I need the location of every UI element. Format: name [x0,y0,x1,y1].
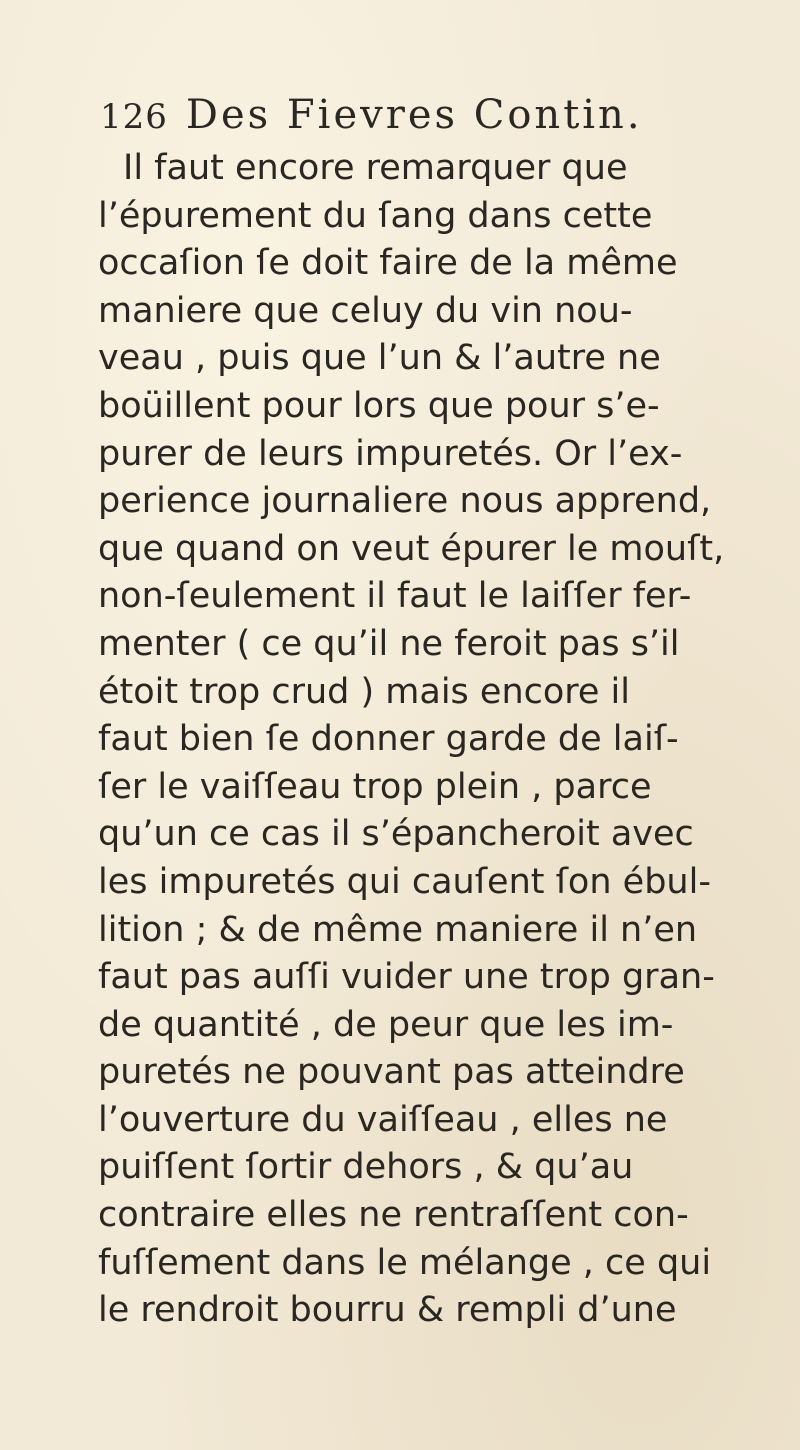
text-line: veau , puis que l’un & l’autre ne [98,338,661,379]
text-line: fuſſement dans le mélange , ce qui [98,1242,712,1283]
text-line: puretés ne pouvant pas atteindre [98,1052,685,1093]
text-line: qu’un ce cas il s’épancheroit avec [98,814,694,855]
text-line: occaſion ſe doit faire de la même [98,243,678,284]
text-line: l’ouverture du vaiſſeau , elles ne [98,1099,668,1140]
running-title: Des Fievres Contin. [185,92,643,138]
text-line: étoit trop crud ) mais encore il [98,671,631,712]
text-line: puiſſent ſortir dehors , & qu’au [98,1147,634,1188]
text-line: lition ; & de même maniere il n’en [98,909,698,950]
text-line: les impuretés qui cauſent ſon ébul- [98,861,711,902]
text-line: de quantité , de peur que les im- [98,1004,674,1045]
text-line: le rendroit bourru & rempli d’une [98,1290,677,1331]
text-line: purer de leurs impuretés. Or l’ex- [98,433,683,474]
page-number: 126 [100,97,168,137]
running-head [100,92,740,142]
text-line: faut bien ſe donner garde de laiſ- [98,719,679,760]
text-line: Il faut encore remarquer que [123,148,628,188]
text-line: boüillent pour lors que pour s’e- [98,385,660,426]
text-line: que quand on veut épurer le mouſt, [98,528,725,569]
text-line: maniere que celuy du vin nou- [98,290,633,331]
text-line: l’épurement du ſang dans cette [98,195,653,236]
text-line: faut pas auſſi vuider une trop gran- [98,957,715,998]
text-line: non-ſeulement il faut le laiſſer fer- [98,576,692,617]
text-line: contraire elles ne rentraſſent con- [98,1195,689,1236]
text-line: menter ( ce qu’il ne feroit pas s’il [98,623,680,664]
text-line: perience journaliere nous apprend, [98,481,712,522]
text-line: ſer le vaiſſeau trop plein , parce [98,766,652,807]
body-text [98,145,738,1335]
